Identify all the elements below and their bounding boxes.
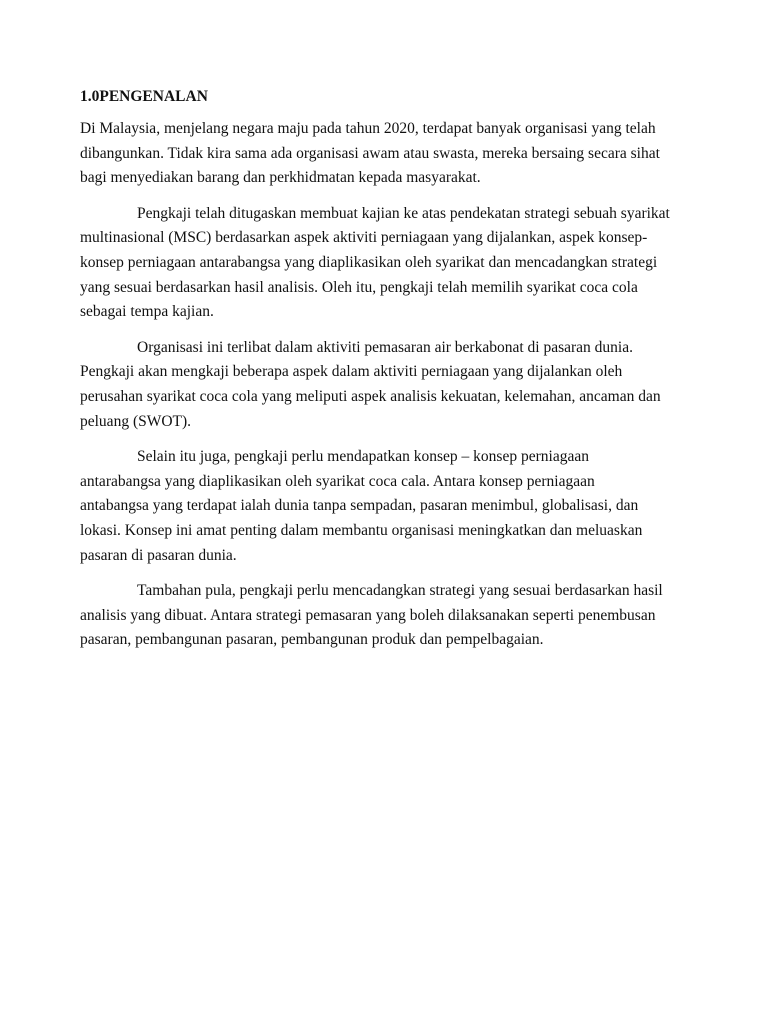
paragraph-line: antarabangsa yang diaplikasikan oleh syarikat coca cala. Antara konsep perniagaan <box>80 472 595 490</box>
paragraph <box>80 117 700 191</box>
document-body <box>80 117 700 653</box>
paragraph <box>80 336 700 434</box>
paragraph-line: sebagai tempa kajian. <box>80 303 214 321</box>
paragraph-line: Selain itu juga, pengkaji perlu mendapatkan konsep – konsep perniagaan <box>137 448 589 466</box>
paragraph-line: multinasional (MSC) berdasarkan aspek aktiviti perniagaan yang dijalankan, aspek konsep- <box>80 229 648 247</box>
paragraph-line: analisis yang dibuat. Antara strategi pemasaran yang boleh dilaksanakan seperti penembusan <box>80 606 656 624</box>
paragraph-line: konsep perniagaan antarabangsa yang diaplikasikan oleh syarikat dan mencadangkan strategi <box>80 253 658 271</box>
paragraph-line: peluang (SWOT). <box>80 412 192 430</box>
paragraph-line: pasaran, pembangunan pasaran, pembangunan produk dan pempelbagaian. <box>80 631 544 649</box>
paragraph <box>80 445 700 568</box>
paragraph-line: pasaran di pasaran dunia. <box>80 546 237 564</box>
paragraph-line: lokasi. Konsep ini amat penting dalam membantu organisasi meningkatkan dan meluaskan <box>80 521 643 539</box>
paragraph-line: Tambahan pula, pengkaji perlu mencadangkan strategi yang sesuai berdasarkan hasil <box>137 582 663 600</box>
paragraph-line: dibangunkan. Tidak kira sama ada organisasi awam atau swasta, mereka bersaing secara sihat <box>80 144 660 162</box>
paragraph-line: antabangsa yang terdapat ialah dunia tanpa sempadan, pasaran menimbul, globalisasi, dan <box>80 497 639 515</box>
paragraph <box>80 579 700 653</box>
paragraph-line: perusahan syarikat coca cola yang meliputi aspek analisis kekuatan, kelemahan, ancaman dan <box>80 387 661 405</box>
paragraph <box>80 202 700 325</box>
paragraph-line: Organisasi ini terlibat dalam aktiviti pemasaran air berkabonat di pasaran dunia. <box>137 338 633 356</box>
paragraph-line: Di Malaysia, menjelang negara maju pada tahun 2020, terdapat banyak organisasi yang telah <box>80 120 656 137</box>
document-page <box>80 86 700 664</box>
section-heading: 1.0PENGENALAN <box>80 88 208 105</box>
paragraph-line: bagi menyediakan barang dan perkhidmatan kepada masyarakat. <box>80 169 481 187</box>
paragraph-line: Pengkaji telah ditugaskan membuat kajian ke atas pendekatan strategi sebuah syarikat <box>137 204 670 222</box>
paragraph-line: Pengkaji akan mengkaji beberapa aspek dalam aktiviti perniagaan yang dijalankan oleh <box>80 363 623 381</box>
paragraph-line: yang sesuai berdasarkan hasil analisis. Oleh itu, pengkaji telah memilih syarikat coca cola <box>80 278 638 296</box>
